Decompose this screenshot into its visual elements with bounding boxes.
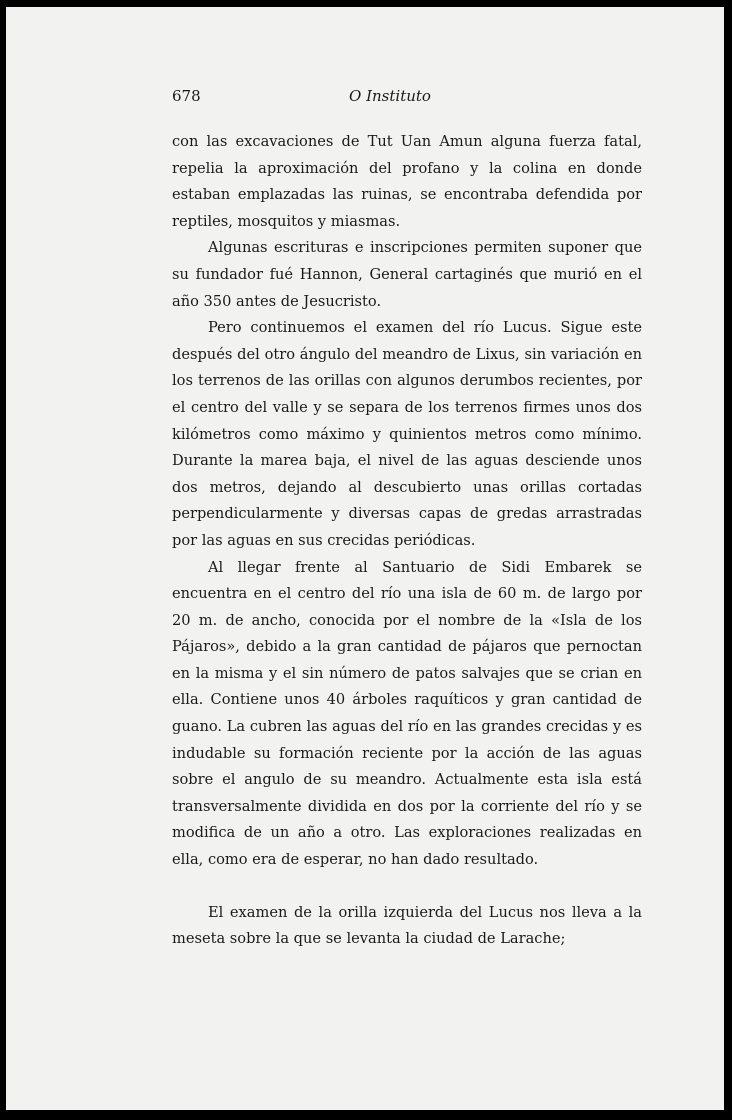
paragraph: Algunas escrituras e inscripciones permiten suponer que su fundador fué Hannon, General cartaginés que murió en el año 350 antes de Jesucristo. <box>172 239 642 310</box>
paragraph: El examen de la orilla izquierda del Lucus nos lleva a la meseta sobre la que se levanta la ciudad de Larache; <box>172 903 642 948</box>
paragraph: Pero continuemos el examen del río Lucus. Sigue este después del otro ángulo del meandro de Lixus, sin variación en los terrenos de las orillas con algunos derumbos recientes, por el centro del valle y se separa de los terrenos firmes unos dos kilómetros como máximo y quinientos metros como mínimo. Durante la marea baja, el nivel de las aguas desciende unos dos metros, dejando al descubierto unas orillas cortadas perpendicularmente y diversas capas de gredas arrastradas por las aguas en sus crecidas periódicas. <box>172 319 642 549</box>
book-page <box>6 7 724 1110</box>
paragraph: con las excavaciones de Tut Uan Amun alguna fuerza fatal, repelia la aproximación del profano y la colina en donde estaban emplazadas las ruinas, se encontraba defendida por reptiles, mosquitos y miasmas. <box>172 133 642 230</box>
page-number: 678 <box>172 87 201 105</box>
paragraph: Al llegar frente al Santuario de Sidi Embarek se encuentra en el centro del río una isla de 60 m. de largo por 20 m. de ancho, conocida por el nombre de la «Isla de los Pájaros», debido a la gran cantidad de pájaros que pernoctan en la misma y el sin número de patos salvajes que se crian en ella. Contiene unos 40 árboles raquíticos y gran cantidad de guano. La cubren las aguas del río en las grandes crecidas y es indudable su formación reciente por la acción de las aguas sobre el angulo de su meandro. Actualmente esta isla está transversalmente dividida en dos por la corriente del río y se modifica de un año a otro. Las exploraciones realizadas en ella, como era de esperar, no han dado resultado. <box>172 558 642 869</box>
body-text <box>172 129 642 953</box>
page-header <box>6 87 724 109</box>
running-title: O Instituto <box>349 87 431 105</box>
